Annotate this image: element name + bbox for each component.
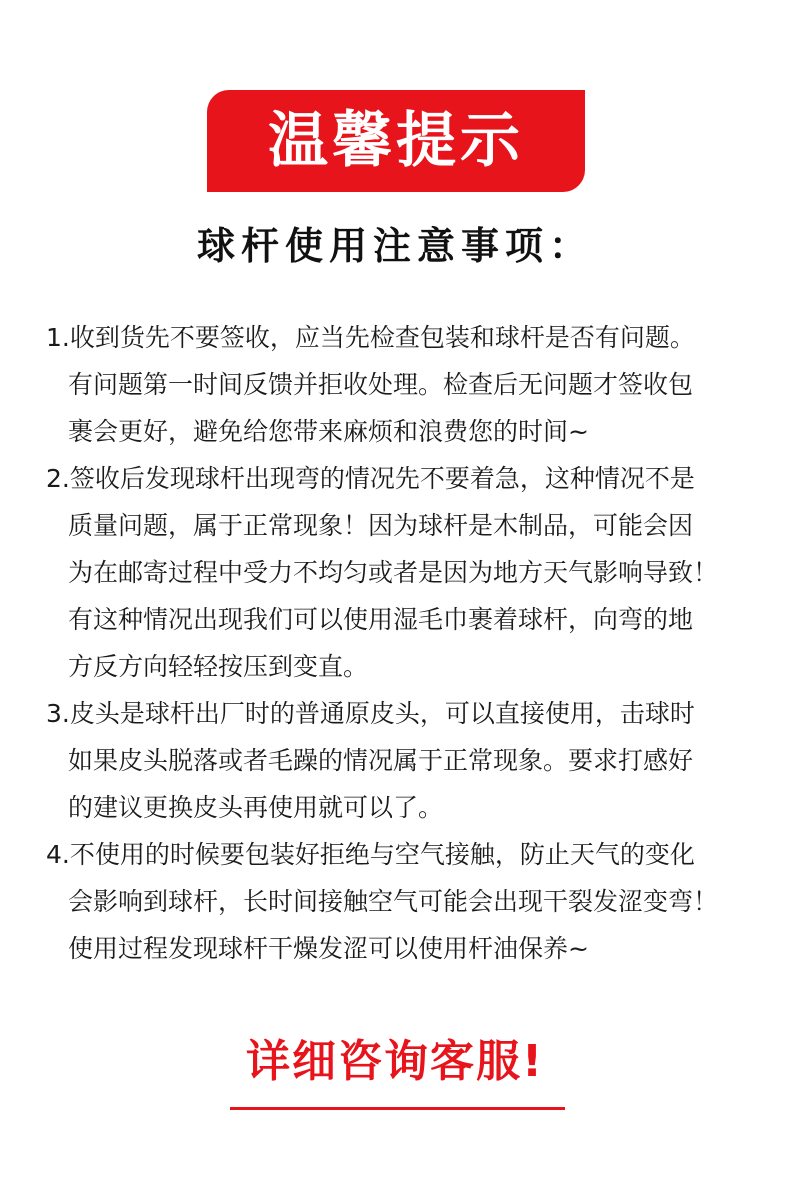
note-item-4 <box>46 831 766 972</box>
footer-contact-text: 详细咨询客服! <box>245 1036 545 1087</box>
note-line: 裹会更好，避免给您带来麻烦和浪费您的时间~ <box>68 417 589 446</box>
notes-list <box>46 314 766 972</box>
note-line: 质量问题，属于正常现象！因为球杆是木制品，可能会因 <box>68 511 694 540</box>
note-line: 有这种情况出现我们可以使用湿毛巾裹着球杆，向弯的地 <box>68 605 694 634</box>
page-subtitle: 球杆使用注意事项： <box>196 224 593 268</box>
note-line: 3.皮头是球杆出厂时的普通原皮头，可以直接使用，击球时 <box>46 699 695 728</box>
note-item-3 <box>46 690 766 831</box>
note-item-1 <box>46 314 766 455</box>
banner-title: 温馨提示 <box>268 106 524 176</box>
note-line: 如果皮头脱落或者毛躁的情况属于正常现象。要求打感好 <box>68 746 694 775</box>
note-line: 4.不使用的时候要包装好拒绝与空气接触，防止天气的变化 <box>46 840 695 869</box>
title-banner <box>207 90 585 192</box>
note-item-2 <box>46 455 766 690</box>
note-line: 1.收到货先不要签收，应当先检查包装和球杆是否有问题。 <box>46 323 695 352</box>
footer-underline <box>230 1107 565 1110</box>
note-line: 方反方向轻轻按压到变直。 <box>68 652 369 681</box>
note-line: 2.签收后发现球杆出现弯的情况先不要着急，这种情况不是 <box>46 464 695 493</box>
note-line: 使用过程发现球杆干燥发涩可以使用杆油保养~ <box>68 934 589 963</box>
note-line: 有问题第一时间反馈并拒收处理。检查后无问题才签收包 <box>68 370 694 399</box>
note-line: 的建议更换皮头再使用就可以了。 <box>68 793 444 822</box>
note-line: 为在邮寄过程中受力不均匀或者是因为地方天气影响导致！ <box>68 558 719 587</box>
note-line: 会影响到球杆，长时间接触空气可能会出现干裂发涩变弯！ <box>68 887 719 916</box>
